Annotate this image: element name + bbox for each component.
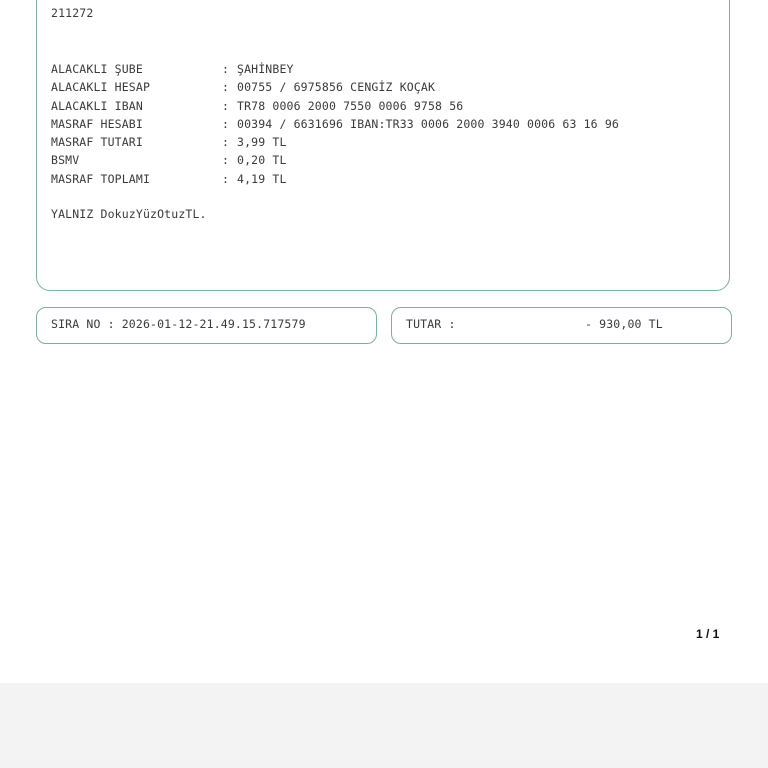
- detail-row-alacakli-sube: [51, 60, 619, 78]
- detail-colon: :: [222, 62, 230, 76]
- detail-label: ALACAKLI IBAN: [51, 98, 143, 113]
- total-value: - 930,00 TL: [585, 317, 663, 331]
- detail-colon: :: [222, 116, 230, 131]
- detail-value: 4,19 TL: [237, 171, 287, 186]
- detail-row-masraf-hesabi: [51, 115, 619, 133]
- amount-in-words: YALNIZ DokuzYüzOtuzTL.: [51, 207, 207, 221]
- detail-value: 00755 / 6975856 CENGİZ KOÇAK: [237, 80, 436, 95]
- detail-row-alacakli-iban: [51, 97, 619, 115]
- detail-label: ALACAKLI HESAP: [51, 80, 151, 95]
- detail-row-alacakli-hesap: [51, 78, 619, 96]
- detail-value: TR78 0006 2000 7550 0006 9758 56: [237, 98, 464, 113]
- detail-colon: :: [222, 80, 230, 95]
- detail-label: BSMV: [51, 153, 80, 168]
- sequence-number: SIRA NO : 2026-01-12-21.49.15.717579: [51, 317, 306, 331]
- detail-row-masraf-tutari: [51, 133, 619, 151]
- detail-colon: :: [222, 171, 230, 186]
- total-amount-box: [391, 307, 732, 344]
- sequence-number-box: [36, 307, 377, 344]
- detail-colon: :: [222, 153, 230, 168]
- detail-row-bsmv: [51, 151, 619, 169]
- total-label: TUTAR :: [406, 317, 456, 331]
- detail-rows: [51, 60, 619, 188]
- detail-value: 00394 / 6631696 IBAN:TR33 0006 2000 3940 0006 63 16 96: [237, 116, 619, 131]
- detail-value: 3,99 TL: [237, 135, 287, 150]
- detail-label: MASRAF HESABI: [51, 116, 143, 131]
- detail-row-masraf-toplami: [51, 170, 619, 188]
- detail-colon: :: [222, 98, 230, 113]
- detail-label: ALACAKLI ŞUBE: [51, 62, 143, 76]
- detail-value: 0,20 TL: [237, 153, 287, 168]
- reference-number: 211272: [51, 6, 94, 20]
- detail-label: MASRAF TOPLAMI: [51, 171, 151, 186]
- page-indicator: 1 / 1: [696, 627, 720, 641]
- detail-value: ŞAHİNBEY: [237, 62, 294, 76]
- detail-label: MASRAF TUTARI: [51, 135, 143, 150]
- detail-colon: :: [222, 135, 230, 150]
